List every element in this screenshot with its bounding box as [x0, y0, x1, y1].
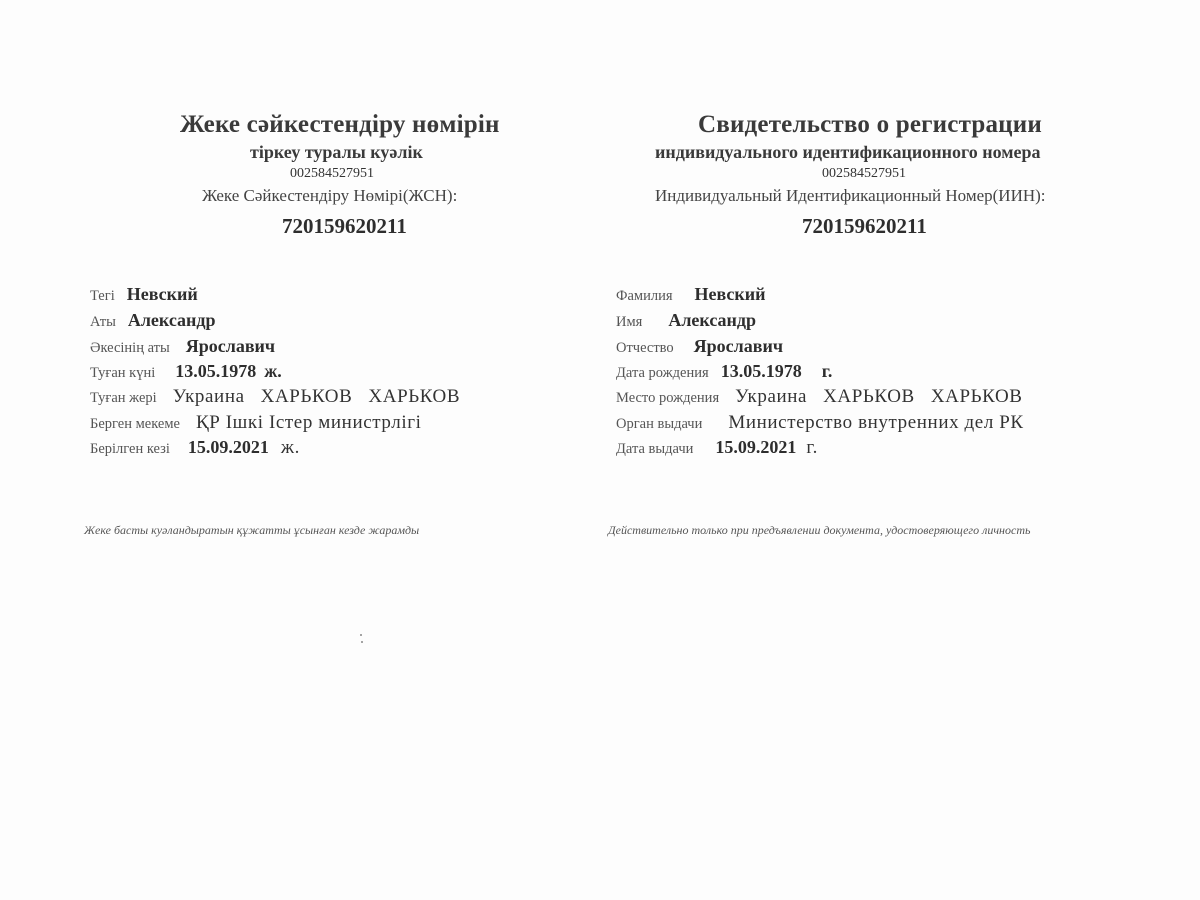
ru-field-label: Дата выдачи — [616, 441, 694, 457]
ru-validity-note: Действительно только при предъявлении документа, удостоверяющего личность — [608, 523, 1031, 537]
kz-field-label: Туған күні — [90, 365, 156, 381]
ru-serial-number: 002584527951 — [822, 166, 906, 181]
ru-field-value: 13.05.1978 — [720, 361, 802, 381]
scan-speck — [361, 641, 363, 643]
ru-field-suffix: г. — [806, 437, 819, 458]
ru-title-line2: индивидуального идентификационного номера — [655, 142, 1041, 162]
ru-field-value: Украина ХАРЬКОВ ХАРЬКОВ — [735, 386, 1023, 407]
ru-field-value: 15.09.2021 — [715, 437, 797, 457]
kz-field-label: Әкесінің аты — [90, 340, 170, 356]
ru-field-value: Александр — [668, 310, 757, 330]
kz-field-surname — [90, 284, 198, 305]
ru-field-label: Фамилия — [616, 288, 673, 304]
kz-field-value: 13.05.1978 — [175, 361, 257, 381]
kz-field-label: Берген мекеме — [90, 416, 180, 432]
ru-title-line1: Свидетельство о регистрации — [698, 111, 1042, 138]
kz-field-name — [90, 310, 216, 331]
russian-section — [600, 0, 1200, 900]
kz-field-label: Аты — [90, 314, 116, 330]
ru-field-label: Место рождения — [616, 390, 720, 406]
ru-field-issue-date — [616, 437, 818, 459]
ru-field-label: Имя — [616, 314, 643, 330]
kz-field-patronymic — [90, 336, 275, 357]
ru-field-label: Орган выдачи — [616, 416, 703, 432]
kz-field-suffix: ж. — [280, 437, 300, 458]
kz-serial-number: 002584527951 — [290, 166, 374, 181]
kz-field-value: 15.09.2021 — [187, 437, 269, 457]
ru-field-name — [616, 310, 756, 331]
kz-title-line2: тіркеу туралы куәлік — [250, 142, 423, 162]
kz-field-issue-date — [90, 437, 300, 459]
ru-idn-label: Индивидуальный Идентификационный Номер(ИИН): — [655, 186, 1046, 205]
kz-validity-note: Жеке басты куәландыратын құжатты ұсынған кезде жарамды — [84, 523, 420, 537]
kz-field-birth-place — [90, 386, 460, 408]
kz-field-label: Берілген кезі — [90, 441, 170, 457]
ru-field-suffix: г. — [821, 361, 833, 381]
kz-idn-label: Жеке Сәйкестендіру Нөмірі(ЖСН): — [202, 186, 458, 205]
ru-field-value: Ярославич — [693, 336, 784, 356]
kz-field-birth-date — [90, 361, 282, 382]
kz-field-label: Туған жері — [90, 390, 157, 406]
ru-field-label: Отчество — [616, 340, 674, 356]
ru-field-value: Министерство внутренних дел РК — [728, 412, 1024, 433]
ru-field-surname — [616, 284, 766, 305]
kz-field-suffix: ж. — [264, 361, 282, 381]
ru-field-label: Дата рождения — [616, 365, 709, 381]
kz-field-issuer — [90, 412, 421, 434]
ru-field-patronymic — [616, 336, 783, 357]
ru-field-issuer — [616, 412, 1024, 434]
kz-field-label: Тегі — [90, 288, 115, 304]
scan-speck — [360, 634, 362, 636]
kz-field-value: ҚР Ішкі Істер министрлігі — [195, 412, 422, 433]
ru-field-birth-date — [616, 361, 832, 382]
ru-field-value: Невский — [694, 284, 766, 304]
kz-title-line1: Жеке сәйкестендіру нөмірін — [180, 111, 500, 138]
ru-field-birth-place — [616, 386, 1023, 408]
kz-field-value: Александр — [127, 310, 216, 330]
kz-field-value: Ярославич — [185, 336, 276, 356]
ru-idn-value: 720159620211 — [802, 214, 927, 238]
kz-idn-value: 720159620211 — [282, 214, 407, 238]
kz-field-value: Украина ХАРЬКОВ ХАРЬКОВ — [172, 386, 461, 407]
kz-field-value: Невский — [126, 284, 198, 304]
